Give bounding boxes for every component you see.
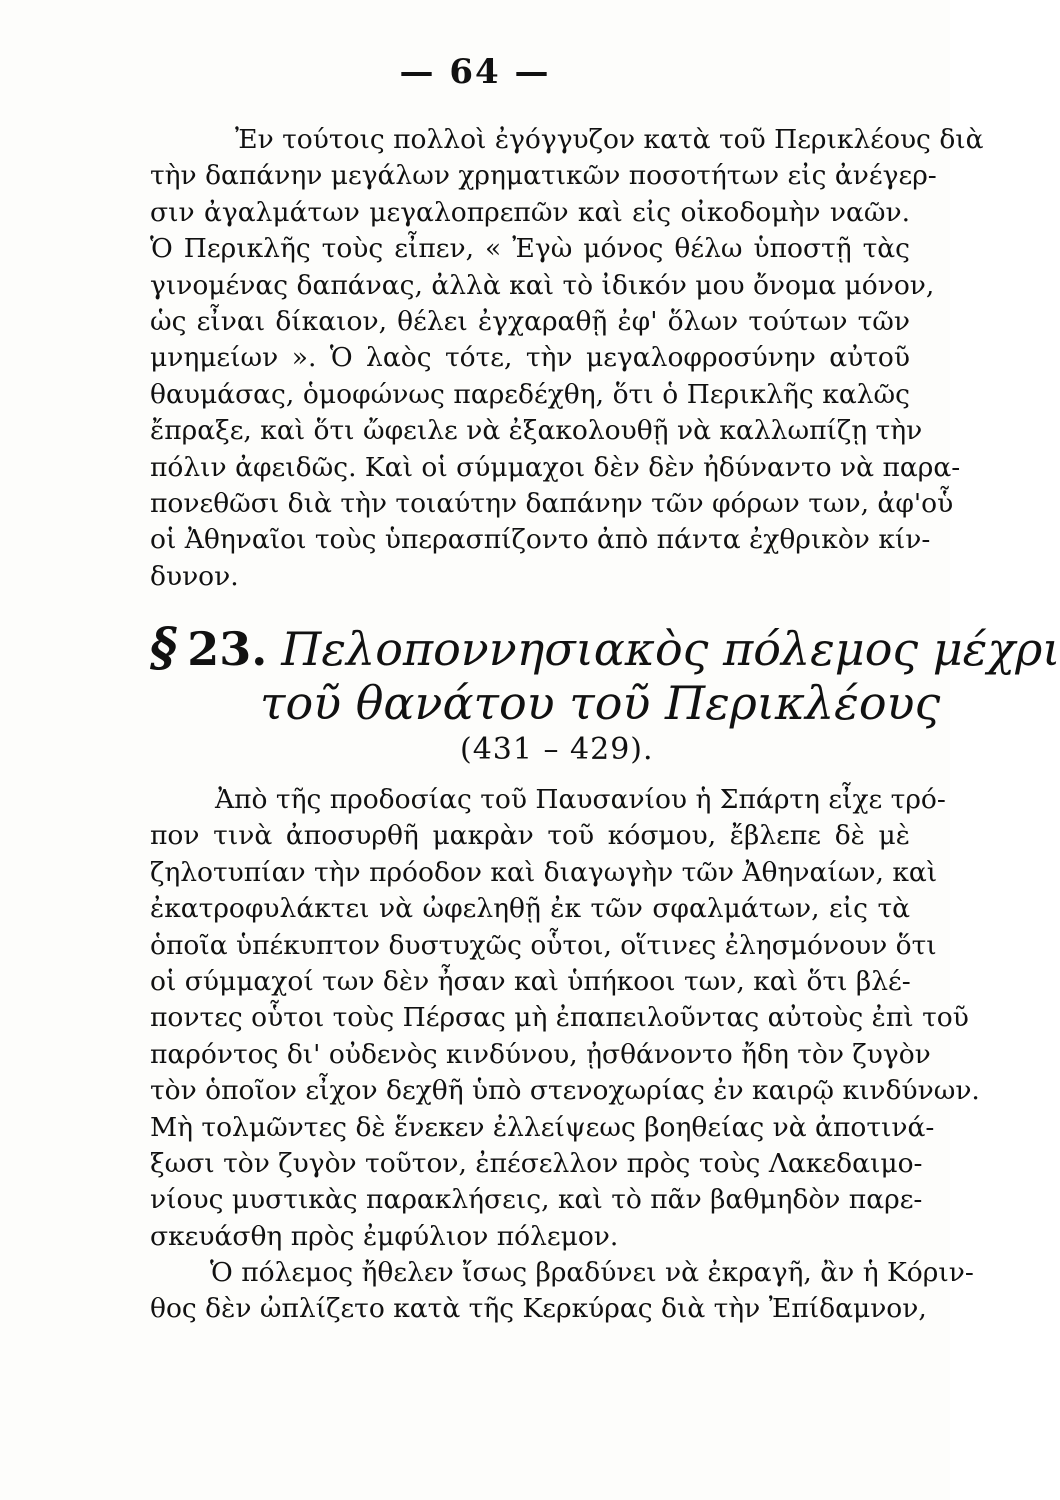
text-line: ἐκατροφυλάκτει νὰ ὠφεληθῇ ἐκ τῶν σφαλμάτων, εἰς τὰ xyxy=(150,893,910,925)
text-line: τὸν ὁποῖον εἶχον δεχθῆ ὑπὸ στενοχωρίας ἐν καιρῷ κινδύνων. xyxy=(150,1075,980,1107)
text-line: τὴν δαπάνην μεγάλων χρηματικῶν ποσοτήτων εἰς ἀνέγερ- xyxy=(150,160,937,192)
text-line: ξωσι τὸν ζυγὸν τοῦτον, ἐπέσελλον πρὸς τοὺς Λακεδαιμο- xyxy=(150,1147,923,1179)
text-line: Ἐν τούτοις πολλοὶ ἐγόγγυζον κατὰ τοῦ Περικλέους διὰ xyxy=(235,124,984,155)
text-line: ποντες οὗτοι τοὺς Πέρσας μὴ ἐπαπειλοῦντας αὐτοὺς ἐπὶ τοῦ xyxy=(150,1002,969,1034)
text-line: πόλιν ἀφειδῶς. Καὶ οἱ σύμμαχοι δὲν δὲν ἠδύναντο νὰ παρα- xyxy=(150,451,961,483)
text-line: Ὁ πόλεμος ἤθελεν ἴσως βραδύνει νὰ ἐκραγῆ, ἂν ἡ Κόριν- xyxy=(210,1257,974,1289)
text-line: οἱ σύμμαχοί των δὲν ἦσαν καὶ ὑπήκοοι των, καὶ ὅτι βλέ- xyxy=(150,965,911,997)
text-line: δυνον. xyxy=(150,560,239,592)
text-line: θαυμάσας, ὁμοφώνως παρεδέχθη, ὅτι ὁ Περικλῆς καλῶς xyxy=(150,378,910,410)
text-line: ὁποῖα ὑπέκυπτον δυστυχῶς οὗτοι, οἵτινες ἐλησμόνουν ὅτι xyxy=(150,929,937,961)
text-line: ἔπραξε, καὶ ὅτι ὤφειλε νὰ ἐξακολουθῇ νὰ καλλωπίζῃ τὴν xyxy=(150,415,923,447)
text-line: Ἀπὸ τῆς προδοσίας τοῦ Παυσανίου ἡ Σπάρτη εἶχε τρό- xyxy=(215,784,946,815)
section-title-line1: Πελοποννησιακὸς πόλεμος μέχρι xyxy=(281,622,1060,676)
section-heading xyxy=(150,617,1060,770)
text-line: παρόντος δι' οὐδενὸς κινδύνου, ᾐσθάνοντο ἤδη τὸν ζυγὸν xyxy=(150,1038,931,1070)
text-line: πον τινὰ ἀποσυρθῆ μακρὰν τοῦ κόσμου, ἔβλεπε δὲ μὲ xyxy=(150,820,910,852)
text-line: Μὴ τολμῶντες δὲ ἕνεκεν ἐλλείψεως βοηθείας νὰ ἀποτινά- xyxy=(150,1111,935,1143)
text-line: θος δὲν ὠπλίζετο κατὰ τῆς Κερκύρας διὰ τὴν Ἐπίδαμνον, xyxy=(150,1293,927,1325)
text-line: ζηλοτυπίαν τὴν πρόοδον καὶ διαγωγὴν τῶν Ἀθηναίων, καὶ xyxy=(150,856,938,888)
section-sign: § xyxy=(150,617,178,678)
text-line: πονεθῶσι διὰ τὴν τοιαύτην δαπάνην τῶν φόρων των, ἀφ'οὗ xyxy=(150,487,954,519)
text-line: οἱ Ἀθηναῖοι τοὺς ὑπερασπίζοντο ἀπὸ πάντα ἐχθρικὸν κίν- xyxy=(150,524,931,556)
text-line: μνημείων ». Ὁ λαὸς τότε, τὴν μεγαλοφροσύνην αὐτοῦ xyxy=(150,342,910,374)
page-number: — 64 — xyxy=(399,52,551,92)
text-line: σιν ἀγαλμάτων μεγαλοπρεπῶν καὶ εἰς οἰκοδομὴν ναῶν. xyxy=(150,196,910,228)
paragraph-pericles-expenses xyxy=(150,122,984,595)
section-dates: (431 – 429). xyxy=(460,732,654,767)
text-line: Ὁ Περικλῆς τοὺς εἶπεν, « Ἐγὼ μόνος θέλω ὑποστῇ τὰς xyxy=(150,233,910,265)
text-line: σκευάσθη πρὸς ἐμφύλιον πόλεμον. xyxy=(150,1220,619,1252)
text-line: γινομένας δαπάνας, ἀλλὰ καὶ τὸ ἰδικόν μου ὄνομα μόνον, xyxy=(150,269,935,301)
section-number: 23. xyxy=(187,622,268,676)
text-line: νίους μυστικὰς παρακλήσεις, καὶ τὸ πᾶν βαθμηδὸν παρε- xyxy=(150,1184,923,1216)
section-heading-line1 xyxy=(150,617,1060,678)
paragraph-sparta-jealousy xyxy=(150,782,980,1328)
section-title-line2: τοῦ θανάτου τοῦ Περικλέους xyxy=(260,676,941,730)
text-line: ὡς εἶναι δίκαιον, θέλει ἐγχαραθῇ ἐφ' ὅλων τούτων τῶν xyxy=(150,305,910,337)
